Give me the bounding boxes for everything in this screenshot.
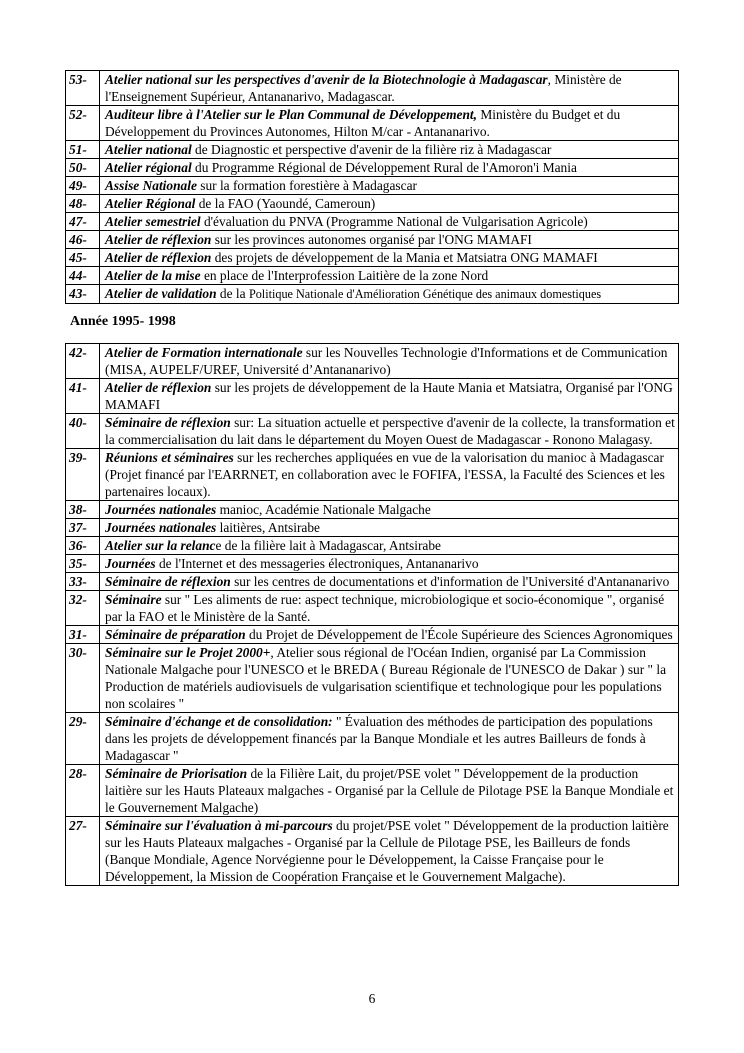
entry-description: sur " Les aliments de rue: aspect technique, microbiologique et socio-économique ", organisé par la FAO et le Ministère de la Santé. xyxy=(105,592,665,624)
entry-title: Atelier régional xyxy=(105,160,192,175)
entry-text xyxy=(100,213,679,231)
entries-table-2 xyxy=(65,343,679,886)
table-row xyxy=(66,231,679,249)
table-row xyxy=(66,644,679,713)
entry-title: Séminaire de réflexion xyxy=(105,574,231,589)
table-row xyxy=(66,249,679,267)
entry-text xyxy=(100,195,679,213)
entry-description: , Ministère de l'Enseignement Supérieur, Antananarivo, Madagascar. xyxy=(105,72,622,104)
entry-number: 38- xyxy=(66,501,100,519)
page-number: 6 xyxy=(368,991,376,1006)
entry-title: Séminaire de réflexion xyxy=(105,415,231,430)
table-row xyxy=(66,195,679,213)
entry-number: 51- xyxy=(66,141,100,159)
entry-number: 49- xyxy=(66,177,100,195)
entry-number: 27- xyxy=(66,817,100,886)
table-row xyxy=(66,71,679,106)
entry-title: Atelier de validation xyxy=(105,286,217,301)
entry-title: Atelier national sur les perspectives d'avenir de la Biotechnologie à Madagascar xyxy=(105,72,548,87)
entry-number: 28- xyxy=(66,765,100,817)
entry-text xyxy=(100,501,679,519)
entry-text xyxy=(100,591,679,626)
entry-number: 32- xyxy=(66,591,100,626)
entry-description: de l'Internet et des messageries électroniques, Antananarivo xyxy=(155,556,479,571)
table-row xyxy=(66,159,679,177)
section-title: Année 1995- 1998 xyxy=(70,314,176,329)
entry-text xyxy=(100,141,679,159)
table-row xyxy=(66,501,679,519)
entry-text xyxy=(100,159,679,177)
entry-description: de la xyxy=(216,286,249,301)
entry-text xyxy=(100,765,679,817)
entry-text xyxy=(100,267,679,285)
table-row xyxy=(66,713,679,765)
table-row xyxy=(66,817,679,886)
entry-description: en place de l'Interprofession Laitière de la zone Nord xyxy=(200,268,489,283)
entry-text xyxy=(100,713,679,765)
entry-text xyxy=(100,573,679,591)
entry-description: des projets de développement de la Mania et Matsiatra ONG MAMAFI xyxy=(211,250,598,265)
table-row xyxy=(66,537,679,555)
table-row xyxy=(66,765,679,817)
table-row xyxy=(66,519,679,537)
entry-number: 30- xyxy=(66,644,100,713)
entry-title: Auditeur libre à l'Atelier sur le Plan Communal de Développement, xyxy=(105,107,477,122)
table-row xyxy=(66,414,679,449)
entry-description: " Évaluation des méthodes de participation des populations dans les projets de développement financés par la Banque Mondiale et les autres Bailleurs de fonds à Madagascar " xyxy=(105,714,653,763)
entry-text xyxy=(100,106,679,141)
entry-number: 37- xyxy=(66,519,100,537)
entry-description: sur: La situation actuelle et perspective d'avenir de la collecte, la transformation et la commercialisation du lait dans le département du Moyen Ouest de Madagascar - Ronono Malagasy. xyxy=(105,415,675,447)
entry-title: Séminaire de préparation xyxy=(105,627,246,642)
entry-number: 39- xyxy=(66,449,100,501)
entry-description: du Programme Régional de Développement Rural de l'Amoron'i Mania xyxy=(191,160,577,175)
entry-title: Séminaire de Priorisation xyxy=(105,766,248,781)
entry-description: e de la filière lait à Madagascar, Antsirabe xyxy=(215,538,441,553)
entry-description: sur les recherches appliquées en vue de la valorisation du manioc à Madagascar (Projet financé par l'EARRNET, en collaboration avec le FOFIFA, l'ESSA, la Faculté des Sciences et les partenaires locaux). xyxy=(105,450,665,499)
table-row xyxy=(66,213,679,231)
table-row xyxy=(66,267,679,285)
entry-number: 44- xyxy=(66,267,100,285)
entry-title: Atelier sur la relanc xyxy=(105,538,216,553)
table-row xyxy=(66,106,679,141)
table-row xyxy=(66,626,679,644)
entry-description: sur les centres de documentations et d'information de l'Université d'Antananarivo xyxy=(230,574,670,589)
entry-title: Assise Nationale xyxy=(105,178,197,193)
entries-table-1 xyxy=(65,70,679,304)
entry-text xyxy=(100,626,679,644)
entry-number: 40- xyxy=(66,414,100,449)
entry-description: laitières, Antsirabe xyxy=(216,520,320,535)
entry-number: 36- xyxy=(66,537,100,555)
entry-title: Atelier de réflexion xyxy=(105,380,212,395)
entry-title: Atelier national xyxy=(105,142,192,157)
entry-title: Journées nationales xyxy=(105,520,217,535)
entry-description: de la Filière Lait, du projet/PSE volet " Développement de la production laitière sur les Hauts Plateaux malgaches - Organisé par la Cellule de Pilotage PSE la Banque Mondiale et le Gouvernement Malgache) xyxy=(105,766,674,815)
entry-title: Atelier de réflexion xyxy=(105,232,212,247)
entry-text xyxy=(100,379,679,414)
entry-description: , Atelier sous régional de l'Océan Indien, organisé par La Commission Nationale Malgache pour l'UNESCO et le BREDA ( Bureau Régionale de l'UNESCO de Dakar ) sur " la Production de matériels audiovisuels de vulgarisation scientifique et technologique pour les populations non scolaires " xyxy=(105,645,667,711)
entry-text xyxy=(100,644,679,713)
entry-description: sur les Nouvelles Technologie d'Informations et de Communication (MISA, AUPELF/UREF, Université d’Antananarivo) xyxy=(105,345,668,377)
entry-number: 53- xyxy=(66,71,100,106)
table-row xyxy=(66,141,679,159)
entry-title: Réunions et séminaires xyxy=(105,450,234,465)
entry-number: 42- xyxy=(66,344,100,379)
table-row xyxy=(66,177,679,195)
table-row xyxy=(66,449,679,501)
entry-number: 46- xyxy=(66,231,100,249)
entry-number: 41- xyxy=(66,379,100,414)
entry-text xyxy=(100,177,679,195)
entry-description: du projet/PSE volet " Développement de la production laitière sur les Hauts Plateaux malgaches - Organisé par la Cellule de Pilotage PSE, les Bailleurs de fonds (Banque Mondiale, Agence Norvégienne pour le Développement, la Caisse Française pour le Développement, la Mission de Coopération Française et le Gouvernement Malgache). xyxy=(105,818,669,884)
entry-title: Atelier de réflexion xyxy=(105,250,212,265)
entry-title: Séminaire xyxy=(105,592,162,607)
entry-number: 50- xyxy=(66,159,100,177)
entry-text xyxy=(100,249,679,267)
entry-title: Journées xyxy=(105,556,156,571)
entry-number: 29- xyxy=(66,713,100,765)
entry-title: Atelier semestriel xyxy=(105,214,201,229)
entry-description-small: Politique Nationale d'Amélioration Génétique des animaux domestiques xyxy=(248,287,602,301)
table-row xyxy=(66,285,679,304)
entry-text xyxy=(100,555,679,573)
entry-text xyxy=(100,285,679,304)
entry-title: Journées nationales xyxy=(105,502,217,517)
entry-number: 31- xyxy=(66,626,100,644)
entry-description: sur les projets de développement de la Haute Mania et Matsiatra, Organisé par l'ONG MAMAFI xyxy=(105,380,673,412)
entry-number: 47- xyxy=(66,213,100,231)
entry-title: Séminaire sur l'évaluation à mi-parcours xyxy=(105,818,333,833)
entry-description: du Projet de Développement de l'École Supérieure des Sciences Agronomiques xyxy=(245,627,673,642)
entry-text xyxy=(100,344,679,379)
entry-text xyxy=(100,414,679,449)
entry-text xyxy=(100,71,679,106)
entry-text xyxy=(100,537,679,555)
entry-text xyxy=(100,519,679,537)
entry-description: Ministère du Budget et du Développement du Provinces Autonomes, Hilton M/car - Antananarivo. xyxy=(105,107,621,139)
entry-number: 35- xyxy=(66,555,100,573)
entry-text xyxy=(100,231,679,249)
entry-title: Séminaire d'échange et de consolidation: xyxy=(105,714,333,729)
table-row xyxy=(66,573,679,591)
entry-number: 33- xyxy=(66,573,100,591)
entry-description: sur les provinces autonomes organisé par l'ONG MAMAFI xyxy=(211,232,532,247)
table-row xyxy=(66,555,679,573)
entry-description: d'évaluation du PNVA (Programme National de Vulgarisation Agricole) xyxy=(200,214,588,229)
entry-title: Atelier de Formation internationale xyxy=(105,345,303,360)
entry-description: sur la formation forestière à Madagascar xyxy=(196,178,417,193)
entry-text xyxy=(100,449,679,501)
entry-number: 45- xyxy=(66,249,100,267)
table-row xyxy=(66,591,679,626)
entry-number: 43- xyxy=(66,285,100,304)
entry-title: Séminaire sur le Projet 2000+ xyxy=(105,645,271,660)
entry-text xyxy=(100,817,679,886)
entry-description: de Diagnostic et perspective d'avenir de la filière riz à Madagascar xyxy=(191,142,552,157)
table-row xyxy=(66,344,679,379)
table-row xyxy=(66,379,679,414)
entry-number: 52- xyxy=(66,106,100,141)
entry-title: Atelier Régional xyxy=(105,196,196,211)
entry-number: 48- xyxy=(66,195,100,213)
entry-title: Atelier de la mise xyxy=(105,268,201,283)
entry-description: manioc, Académie Nationale Malgache xyxy=(216,502,431,517)
entry-description: de la FAO (Yaoundé, Cameroun) xyxy=(195,196,376,211)
